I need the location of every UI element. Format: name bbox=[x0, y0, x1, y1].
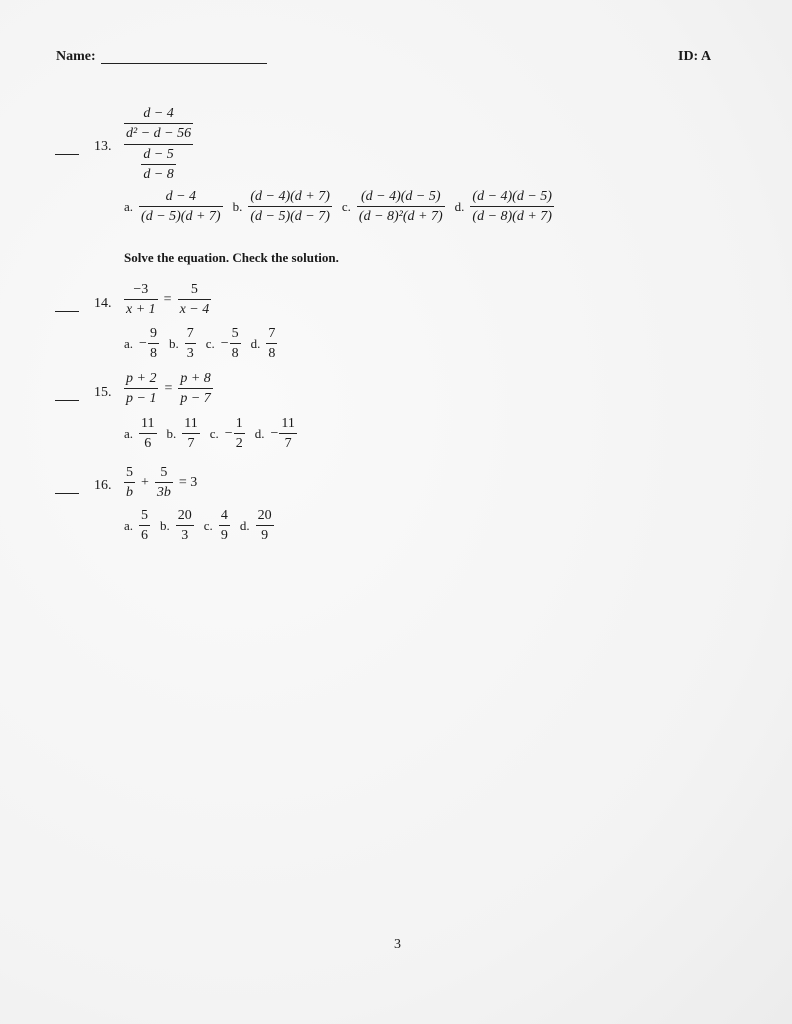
q13-option-b-denominator: (d − 5)(d − 7) bbox=[250, 209, 330, 225]
q15-option-d bbox=[279, 416, 296, 452]
q16-equals-three: = 3 bbox=[178, 474, 198, 490]
q14-option-a-denominator: 8 bbox=[149, 346, 157, 362]
q16-option-c-denominator: 9 bbox=[220, 528, 228, 544]
q16-term-2 bbox=[155, 465, 173, 501]
q14-option-d-numerator: 7 bbox=[268, 326, 276, 341]
q15-option-c-label[interactable]: c. bbox=[209, 425, 219, 441]
q14-option-d-denominator: 8 bbox=[268, 346, 276, 362]
q14-rhs-numerator: 5 bbox=[190, 282, 198, 297]
q16-plus: + bbox=[141, 474, 149, 490]
q14-option-a-numerator: 9 bbox=[149, 326, 157, 341]
q13-option-c-numerator: (d − 4)(d − 5) bbox=[361, 189, 441, 204]
q14-option-d-label[interactable]: d. bbox=[250, 335, 261, 351]
question-number-14: 14. bbox=[94, 296, 112, 311]
q14-option-c-denominator: 8 bbox=[231, 346, 239, 362]
q14-lhs-numerator: −3 bbox=[133, 282, 149, 297]
q13-main-fraction-bar bbox=[124, 144, 193, 145]
q15-option-b bbox=[182, 416, 199, 452]
q14-option-b-label[interactable]: b. bbox=[168, 335, 179, 351]
q14-option-c bbox=[230, 326, 241, 362]
q13-option-a-label[interactable]: a. bbox=[124, 198, 134, 214]
q13-upper-denominator: d² − d − 56 bbox=[126, 126, 192, 142]
q13-option-b-numerator: (d − 4)(d + 7) bbox=[250, 189, 330, 204]
q13-option-d-numerator: (d − 4)(d − 5) bbox=[472, 189, 552, 204]
q13-complex-fraction bbox=[124, 106, 193, 183]
q14-option-b-numerator: 7 bbox=[186, 326, 194, 341]
q14-option-d bbox=[266, 326, 277, 362]
q16-options bbox=[124, 508, 274, 544]
q13-lower-denominator: d − 8 bbox=[143, 167, 174, 183]
q15-lhs-numerator: p + 2 bbox=[126, 371, 157, 386]
answer-blank-14[interactable] bbox=[55, 311, 79, 312]
q15-option-b-denominator: 7 bbox=[187, 436, 195, 452]
q15-rhs bbox=[178, 371, 212, 407]
q15-option-a-label[interactable]: a. bbox=[124, 425, 134, 441]
q13-option-c bbox=[357, 189, 445, 225]
q15-lhs-denominator: p − 1 bbox=[126, 391, 157, 407]
q14-options bbox=[124, 326, 277, 362]
q16-option-b bbox=[176, 508, 194, 544]
q13-option-d-denominator: (d − 8)(d + 7) bbox=[472, 209, 552, 225]
q16-option-d-numerator: 20 bbox=[257, 508, 272, 523]
q13-lower-numerator: d − 5 bbox=[143, 146, 174, 162]
q15-option-d-denominator: 7 bbox=[284, 436, 292, 452]
q16-option-c bbox=[219, 508, 230, 544]
q16-equation bbox=[124, 465, 203, 501]
question-number-16: 16. bbox=[94, 478, 112, 493]
q16-option-d-label[interactable]: d. bbox=[239, 517, 250, 533]
q14-lhs-denominator: x + 1 bbox=[126, 302, 156, 318]
q13-option-b bbox=[248, 189, 332, 225]
q13-lower-fraction bbox=[141, 147, 175, 183]
q15-option-a bbox=[139, 416, 156, 452]
q16-term-1-denominator: b bbox=[126, 485, 133, 501]
q15-lhs bbox=[124, 371, 158, 407]
q14-rhs bbox=[178, 282, 212, 318]
q13-option-a-numerator: d − 4 bbox=[165, 189, 197, 204]
q16-term-1 bbox=[124, 465, 135, 501]
question-number-13: 13. bbox=[94, 139, 112, 154]
q13-option-a-denominator: (d − 5)(d + 7) bbox=[141, 209, 221, 225]
q13-options bbox=[124, 189, 554, 225]
q16-option-d-denominator: 9 bbox=[261, 528, 269, 544]
q16-option-b-denominator: 3 bbox=[181, 528, 189, 544]
q16-option-a bbox=[139, 508, 150, 544]
answer-blank-13[interactable] bbox=[55, 154, 79, 155]
q14-option-a-sign: − bbox=[139, 335, 147, 351]
q16-option-d bbox=[256, 508, 274, 544]
q13-upper-fraction bbox=[124, 106, 193, 142]
q15-option-c-denominator: 2 bbox=[235, 436, 243, 452]
q15-option-a-numerator: 11 bbox=[141, 416, 155, 431]
q13-option-a bbox=[139, 189, 223, 225]
q15-rhs-denominator: p − 7 bbox=[180, 391, 211, 407]
q15-option-c bbox=[234, 416, 245, 452]
q16-option-b-label[interactable]: b. bbox=[160, 517, 170, 533]
q15-option-a-denominator: 6 bbox=[144, 436, 152, 452]
q13-option-c-label[interactable]: c. bbox=[341, 198, 351, 214]
q13-option-c-denominator: (d − 8)²(d + 7) bbox=[358, 209, 443, 225]
q13-option-d bbox=[470, 189, 554, 225]
q14-option-c-label[interactable]: c. bbox=[205, 335, 215, 351]
q16-term-2-denominator: 3b bbox=[156, 485, 171, 501]
q15-equation bbox=[124, 371, 213, 407]
q16-option-b-numerator: 20 bbox=[177, 508, 192, 523]
q16-option-a-numerator: 5 bbox=[141, 508, 149, 523]
q15-option-c-sign: − bbox=[224, 425, 233, 441]
name-label: Name: bbox=[56, 49, 96, 64]
q14-equals: = bbox=[163, 291, 172, 307]
q14-option-a-label[interactable]: a. bbox=[124, 335, 134, 351]
q14-lhs bbox=[124, 282, 158, 318]
q15-option-b-label[interactable]: b. bbox=[166, 425, 177, 441]
page-number: 3 bbox=[394, 937, 401, 952]
q14-option-a bbox=[148, 326, 159, 362]
answer-blank-16[interactable] bbox=[55, 493, 79, 494]
q14-option-c-sign: − bbox=[220, 335, 229, 351]
id-label: ID: A bbox=[678, 49, 712, 64]
q16-term-1-numerator: 5 bbox=[126, 465, 133, 480]
question-number-15: 15. bbox=[94, 385, 112, 400]
q14-equation bbox=[124, 282, 211, 318]
q16-option-c-label[interactable]: c. bbox=[203, 517, 213, 533]
q14-rhs-denominator: x − 4 bbox=[179, 302, 210, 318]
q13-option-d-label[interactable]: d. bbox=[454, 198, 465, 214]
q15-option-c-numerator: 1 bbox=[235, 416, 243, 431]
q15-option-d-label[interactable]: d. bbox=[254, 425, 265, 441]
q15-option-d-sign: − bbox=[270, 425, 279, 441]
q16-term-2-numerator: 5 bbox=[160, 465, 168, 480]
q15-equals: = bbox=[164, 380, 173, 396]
q16-option-c-numerator: 4 bbox=[220, 508, 228, 523]
q14-option-b-denominator: 3 bbox=[186, 346, 194, 362]
q16-option-a-label[interactable]: a. bbox=[124, 517, 134, 533]
q15-option-b-numerator: 11 bbox=[184, 416, 198, 431]
q15-option-d-numerator: 11 bbox=[281, 416, 295, 431]
name-answer-line[interactable] bbox=[101, 63, 267, 64]
q15-options bbox=[124, 416, 297, 452]
q16-option-a-denominator: 6 bbox=[141, 528, 149, 544]
q14-option-c-numerator: 5 bbox=[231, 326, 239, 341]
q13-upper-numerator: d − 4 bbox=[143, 106, 174, 121]
answer-blank-15[interactable] bbox=[55, 400, 79, 401]
q14-option-b bbox=[185, 326, 196, 362]
section-instruction: Solve the equation. Check the solution. bbox=[124, 250, 339, 265]
q13-option-b-label[interactable]: b. bbox=[232, 198, 243, 214]
q15-rhs-numerator: p + 8 bbox=[180, 371, 211, 386]
